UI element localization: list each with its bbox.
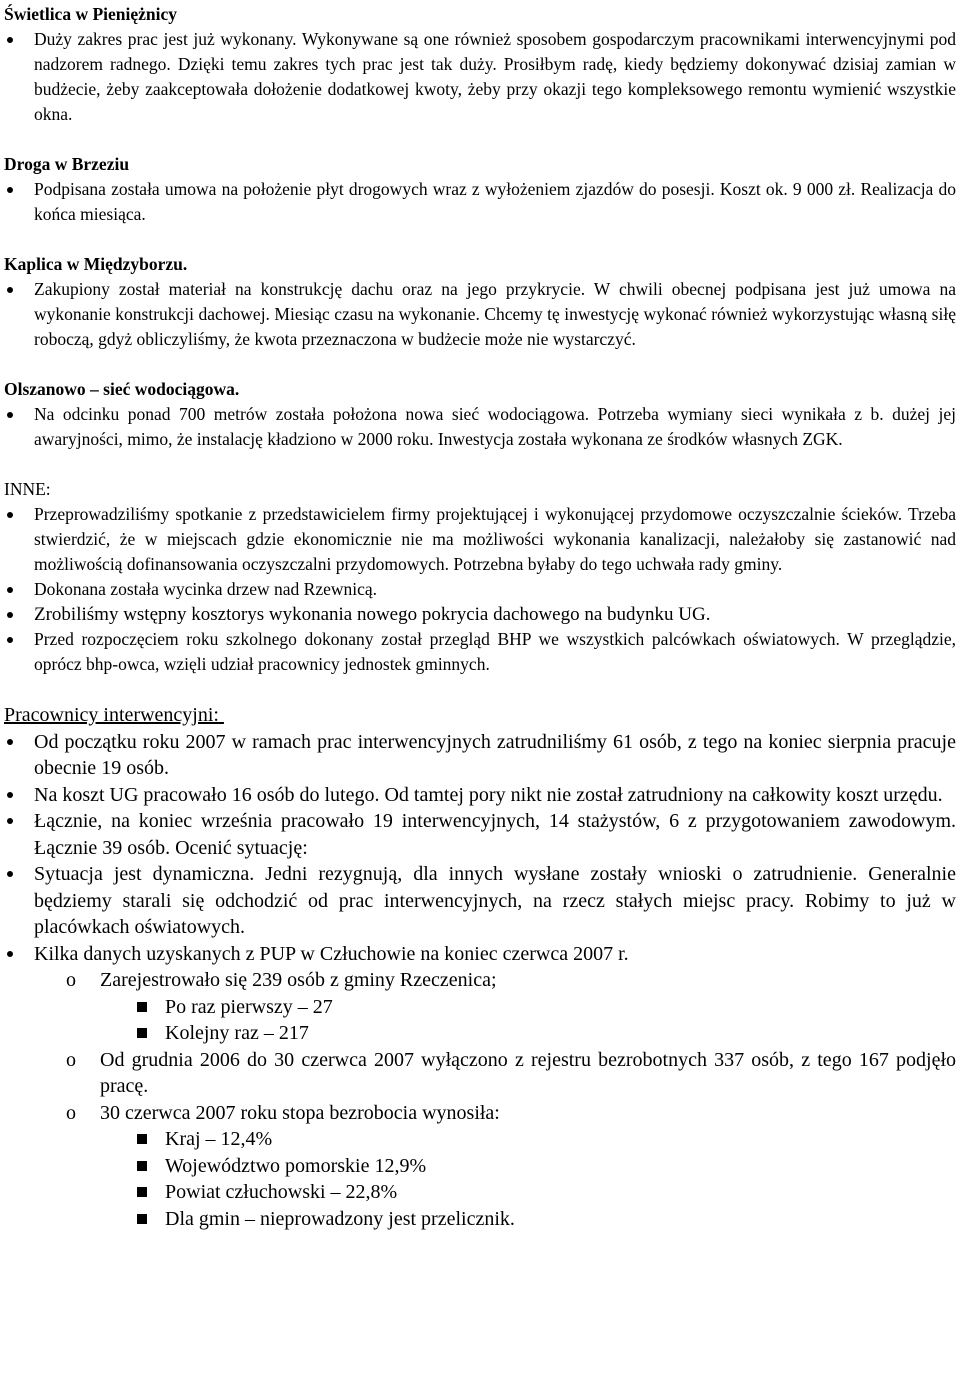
sub-list-item-text: 30 czerwca 2007 roku stopa bezrobocia wynosiła: [100, 1101, 500, 1124]
sub-list-item-text: Od grudnia 2006 do 30 czerwca 2007 wyłączono z rejestru bezrobotnych 337 osób, z tego 167 podjęło pracę. [100, 1048, 956, 1097]
sub-list-item [4, 1100, 956, 1233]
section-pracownicy [4, 702, 956, 1232]
sub-sub-list-item: Dla gmin – nieprowadzony jest przelicznik. [4, 1206, 956, 1233]
sub-sub-list-item: Powiat człuchowski – 22,8% [4, 1179, 956, 1206]
circle-marker: o [66, 1048, 76, 1071]
sub-list-item [4, 1047, 956, 1100]
bullet-list [4, 277, 956, 352]
sub-sub-list-item: Kraj – 12,4% [4, 1126, 956, 1153]
section-heading: Droga w Brzeziu [4, 154, 130, 174]
list-item [4, 941, 956, 1233]
section-heading: Kaplica w Międzyborzu. [4, 254, 188, 274]
circle-marker: o [66, 1101, 76, 1124]
section-heading: INNE: [4, 479, 51, 499]
list-item: Na koszt UG pracowało 16 osób do lutego. Od tamtej pory nikt nie został zatrudniony na całkowity koszt urzędu. [4, 782, 956, 809]
list-item: Zakupiony został materiał na konstrukcję dachu oraz na jego przykrycie. W chwili obecnej podpisana jest już umowa na wykonanie konstrukcji dachowej. Miesiąc czasu na wykonanie. Chcemy tę inwestycję wykonać również wykorzystując własną siłę roboczą, gdyż obliczyliśmy, że kwota przeznaczona w budżecie może nie wystarczyć. [4, 277, 956, 352]
sub-list-item-text: Zarejestrowało się 239 osób z gminy Rzeczenica; [100, 969, 497, 991]
list-item: Podpisana została umowa na położenie płyt drogowych wraz z wyłożeniem zjazdów do posesji. Koszt ok. 9 000 zł. Realizacja do końca miesiąca. [4, 177, 956, 227]
sub-sub-list [4, 1126, 956, 1232]
sub-sub-list [4, 994, 956, 1047]
sub-list [4, 967, 956, 1232]
section-inne [4, 477, 956, 677]
list-item: Przeprowadziliśmy spotkanie z przedstawicielem firmy projektującej i wykonującej przydomowe oczyszczalnie ścieków. Trzeba stwierdzić, że w miejscach gdzie ekonomicznie nie ma możliwości wykonania kanalizacji, należałoby się zastanowić nad możliwością dofinansowania oczyszczalni przydomowych. Potrzebna byłaby do tego uchwała rady gminy. [4, 502, 956, 577]
bullet-list [4, 502, 956, 677]
section-heading: Świetlica w Pieniężnicy [4, 4, 178, 24]
bullet-list [4, 402, 956, 452]
section-swietlica [4, 2, 956, 127]
list-item: Sytuacja jest dynamiczna. Jedni rezygnują, dla innych wysłane zostały wnioski o zatrudnienie. Generalnie będziemy starali się odchodzić od prac interwencyjnych, na rzecz stałych miejsc pracy. Robimy to już w placówkach oświatowych. [4, 861, 956, 941]
bullet-list [4, 177, 956, 227]
sub-sub-list-item: Województwo pomorskie 12,9% [4, 1153, 956, 1180]
sub-sub-list-item: Kolejny raz – 217 [4, 1020, 956, 1047]
bullet-list [4, 729, 956, 1233]
list-item: Duży zakres prac jest już wykonany. Wykonywane są one również sposobem gospodarczym pracownikami interwencyjnymi pod nadzorem radnego. Dzięki temu zakres tych prac jest tak duży. Prosiłbym radę, kiedy będziemy dokonywać dzisiaj zamian w budżecie, żeby zaakceptowała dołożenie dodatkowej kwoty, żeby przy okazji tego kompleksowego remontu wymienić wszystkie okna. [4, 27, 956, 127]
section-droga [4, 152, 956, 227]
sub-sub-list-item: Po raz pierwszy – 27 [4, 994, 956, 1021]
list-item: Od początku roku 2007 w ramach prac interwencyjnych zatrudniliśmy 61 osób, z tego na koniec sierpnia pracuje obecnie 19 osób. [4, 729, 956, 782]
list-item: Zrobiliśmy wstępny kosztorys wykonania nowego pokrycia dachowego na budynku UG. [4, 602, 956, 627]
section-olszanowo [4, 377, 956, 452]
list-item: Łącznie, na koniec września pracowało 19 interwencyjnych, 14 stażystów, 6 z przygotowaniem zawodowym. Łącznie 39 osób. Ocenić sytuację: [4, 808, 956, 861]
sub-list-item [4, 967, 956, 1047]
list-item: Przed rozpoczęciem roku szkolnego dokonany został przegląd BHP we wszystkich palcówkach oświatowych. W przeglądzie, oprócz bhp-owca, wzięli udział pracownicy jednostek gminnych. [4, 627, 956, 677]
section-heading: Pracownicy interwencyjni: [4, 704, 224, 726]
section-heading: Olszanowo – sieć wodociągowa. [4, 379, 240, 399]
bullet-list [4, 27, 956, 127]
list-item-text: Kilka danych uzyskanych z PUP w Człuchowie na koniec czerwca 2007 r. [34, 942, 629, 965]
circle-marker: o [66, 969, 76, 991]
list-item: Dokonana została wycinka drzew nad Rzewnicą. [4, 577, 956, 602]
section-kaplica [4, 252, 956, 352]
list-item: Na odcinku ponad 700 metrów została położona nowa sieć wodociągowa. Potrzeba wymiany sieci wynikała z b. dużej jej awaryjności, mimo, że instalację kładziono w 2000 roku. Inwestycja została wykonana ze środków własnych ZGK. [4, 402, 956, 452]
